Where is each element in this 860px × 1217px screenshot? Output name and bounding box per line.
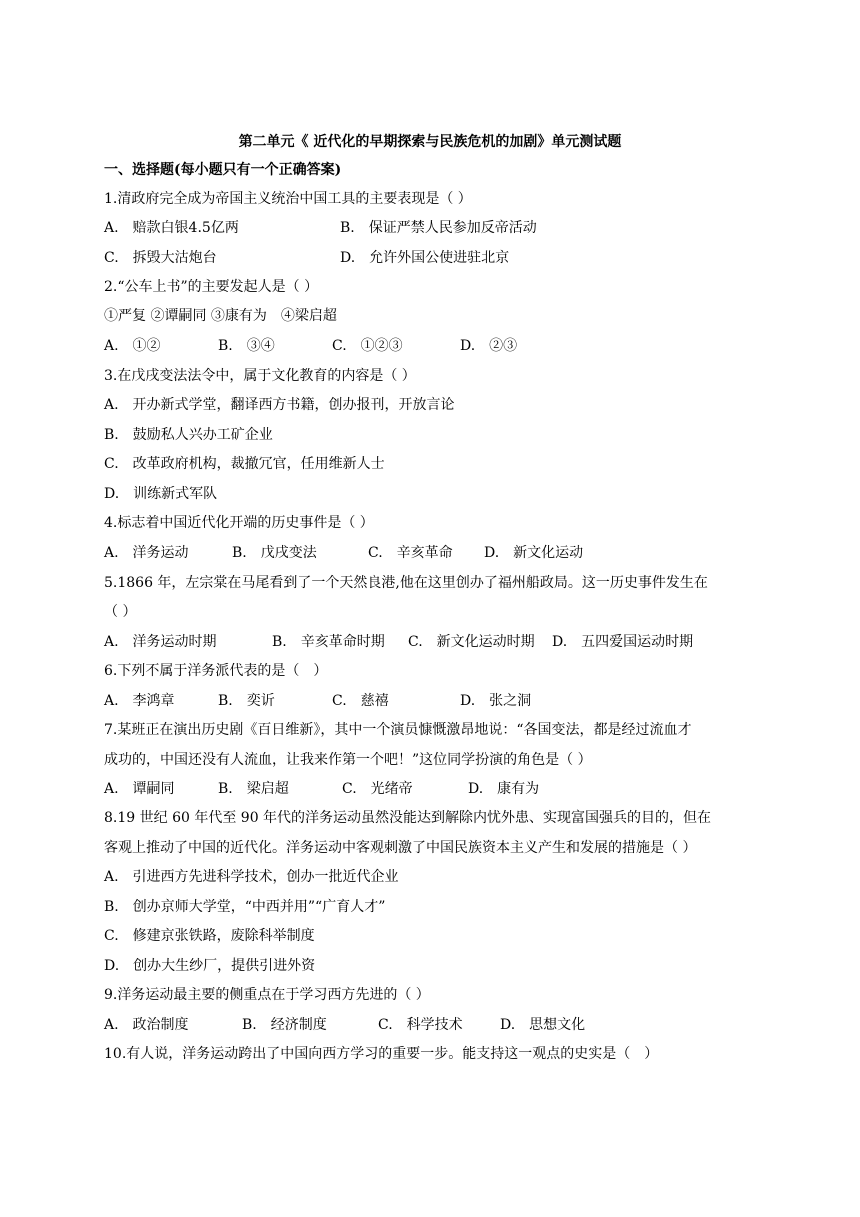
question-5-stem: 5.1866 年，左宗棠在马尾看到了一个天然良港,他在这里创办了福州船政局。这一历史事件发生在: [104, 575, 708, 591]
question-6-option-c: C. 慈禧: [332, 693, 389, 709]
question-9-stem: 9.洋务运动最主要的侧重点在于学习西方先进的（ ）: [104, 987, 430, 1003]
question-2-option-d: D. ②③: [460, 338, 518, 354]
question-6-option-d: D. 张之洞: [460, 693, 532, 709]
question-6-option-a: A. 李鸿章: [104, 693, 175, 709]
question-7-option-d: D. 康有为: [468, 781, 540, 797]
question-5-option-d: D. 五四爱国运动时期: [552, 634, 694, 650]
question-5-option-b: B. 辛亥革命时期: [272, 634, 385, 650]
question-9-option-d: D. 思想文化: [500, 1017, 586, 1033]
question-4-option-a: A. 洋务运动: [104, 545, 189, 561]
document-title: 第二单元《 近代化的早期探索与民族危机的加剧》单元测试题: [238, 134, 622, 150]
question-7-option-b: B. 梁启超: [218, 781, 289, 797]
question-2-option-b: B. ③④: [218, 338, 275, 354]
question-4-option-c: C. 辛亥革命: [368, 545, 453, 561]
question-9-option-a: A. 政治制度: [104, 1017, 189, 1033]
question-2-stem: 2.“公车上书”的主要发起人是（ ）: [104, 279, 319, 295]
question-3-option-c: C. 改革政府机构，裁撤冗官，任用维新人士: [104, 456, 385, 472]
question-5-option-a: A. 洋务运动时期: [104, 634, 217, 650]
question-4-option-d: D. 新文化运动: [484, 545, 584, 561]
question-9-option-b: B. 经济制度: [242, 1017, 327, 1033]
question-7-stem-cont: 成功的，中国还没有人流血，让我来作第一个吧！”这位同学扮演的角色是（ ）: [104, 752, 592, 768]
question-6-stem: 6.下列不属于洋务派代表的是（ ）: [104, 663, 328, 679]
question-10-stem: 10.有人说，洋务运动跨出了中国向西方学习的重要一步。能支持这一观点的史实是（ ）: [104, 1046, 659, 1062]
question-3-option-a: A. 开办新式学堂，翻译西方书籍，创办报刊，开放言论: [104, 397, 455, 413]
question-5-option-c: C. 新文化运动时期: [408, 634, 535, 650]
question-1-option-c: C. 拆毁大沽炮台: [104, 250, 217, 266]
question-1-option-d: D. 允许外国公使进驻北京: [340, 250, 510, 266]
question-7-option-c: C. 光绪帝: [342, 781, 413, 797]
question-6-option-b: B. 奕䜣: [218, 693, 275, 709]
question-4-stem: 4.标志着中国近代化开端的历史事件是（ ）: [104, 515, 374, 531]
question-8-stem: 8.19 世纪 60 年代至 90 年代的洋务运动虽然没能达到解除内忧外患、实现富国强兵的目的，但在: [104, 810, 712, 826]
question-1-option-a: A. 赔款白银4.5亿两: [104, 220, 239, 236]
question-7-option-a: A. 谭嗣同: [104, 781, 175, 797]
question-3-option-d: D. 训练新式军队: [104, 486, 218, 502]
question-5-stem-cont: （ ）: [104, 604, 137, 620]
question-4-option-b: B. 戊戌变法: [232, 545, 317, 561]
question-2-choices: ①严复 ②谭嗣同 ③康有为 ④梁启超: [104, 308, 337, 324]
question-8-option-b: B. 创办京师大学堂，“中西并用”“广育人才”: [104, 899, 386, 915]
question-2-option-a: A. ①②: [104, 338, 161, 354]
question-2-option-c: C. ①②③: [332, 338, 403, 354]
question-8-stem-cont: 客观上推动了中国的近代化。洋务运动中客观刺激了中国民族资本主义产生和发展的措施是（ ）: [104, 840, 697, 856]
question-1-option-b: B. 保证严禁人民参加反帝活动: [340, 220, 537, 236]
question-8-option-c: C. 修建京张铁路，废除科举制度: [104, 928, 315, 944]
question-9-option-c: C. 科学技术: [378, 1017, 463, 1033]
question-3-stem: 3.在戊戌变法法令中，属于文化教育的内容是（ ）: [104, 368, 416, 384]
question-1-stem: 1.清政府完全成为帝国主义统治中国工具的主要表现是（ ）: [104, 191, 472, 207]
question-7-stem: 7.某班正在演出历史剧《百日维新》，其中一个演员慷慨激昂地说：“各国变法，都是经过流血才: [104, 722, 692, 738]
question-3-option-b: B. 鼓励私人兴办工矿企业: [104, 427, 273, 443]
question-8-option-d: D. 创办大生纱厂，提供引进外资: [104, 958, 316, 974]
section-heading: 一、选择题(每小题只有一个正确答案): [104, 162, 342, 178]
question-8-option-a: A. 引进西方先进科学技术，创办一批近代企业: [104, 869, 399, 885]
